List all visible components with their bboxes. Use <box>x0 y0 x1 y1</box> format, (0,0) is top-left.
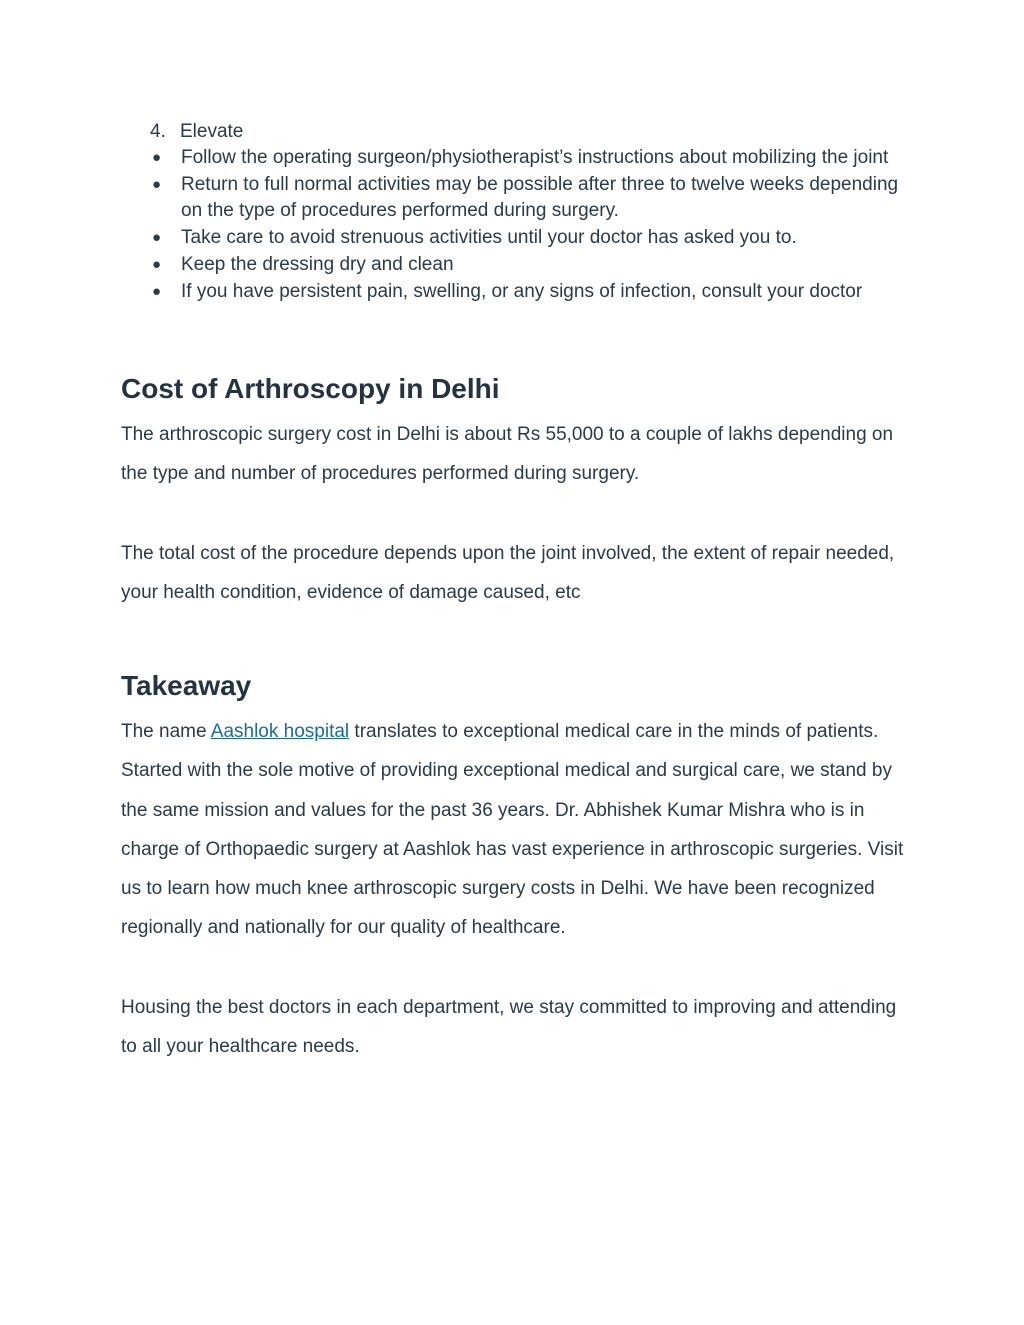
takeaway-text-rest: translates to exceptional medical care in the minds of patients. Started with the sole motive of providing exceptional medical and surgical care, we stand by the same mission and values for the past 36 years. Dr. Abhishek Kumar Mishra who is in charge of Orthopaedic surgery at Aashlok has vast experience in arthroscopic surgeries. Visit us to learn how much knee arthroscopic surgery costs in Delhi. We have been recognized regionally and nationally for our quality of healthcare. <box>121 721 904 939</box>
bullet-icon: ● <box>152 149 162 166</box>
numbered-list-item <box>150 121 243 143</box>
list-item <box>150 252 910 278</box>
cost-paragraph-1: The arthroscopic surgery cost in Delhi is about Rs 55,000 to a couple of lakhs depending on the type and number of procedures performed during surgery. <box>121 424 894 485</box>
bullet-icon: ● <box>152 283 162 300</box>
list-item <box>150 225 910 251</box>
cost-paragraph-2: The total cost of the procedure depends upon the joint involved, the extent of repair needed, your health condition, evidence of damage caused, etc <box>121 543 895 604</box>
list-item <box>150 279 910 305</box>
bullet-icon: ● <box>152 256 162 273</box>
list-item-text: Follow the operating surgeon/physiotherapist’s instructions about mobilizing the joint <box>181 147 889 168</box>
list-item <box>150 145 910 171</box>
list-number: 4. <box>150 121 166 142</box>
takeaway-paragraph-1 <box>121 712 911 948</box>
list-item-text: Take care to avoid strenuous activities until your doctor has asked you to. <box>181 227 797 248</box>
aashlok-hospital-link[interactable]: Aashlok hospital <box>210 721 350 742</box>
bullet-icon: ● <box>152 229 162 246</box>
list-item <box>150 172 910 224</box>
takeaway-paragraph-2: Housing the best doctors in each department, we stay committed to improving and attending to all your healthcare needs. <box>121 997 897 1058</box>
list-item-text: Return to full normal activities may be possible after three to twelve weeks depending on the type of procedures performed during surgery. <box>181 174 899 221</box>
aftercare-bullet-list <box>150 145 910 306</box>
takeaway-heading: Takeaway <box>121 670 252 701</box>
cost-section-heading: Cost of Arthroscopy in Delhi <box>121 373 500 404</box>
list-item-text: Keep the dressing dry and clean <box>181 254 454 275</box>
takeaway-text-start: The name <box>121 721 211 742</box>
list-item-text: If you have persistent pain, swelling, or any signs of infection, consult your doctor <box>181 281 863 302</box>
list-item-text: Elevate <box>180 121 244 142</box>
bullet-icon: ● <box>152 176 162 193</box>
